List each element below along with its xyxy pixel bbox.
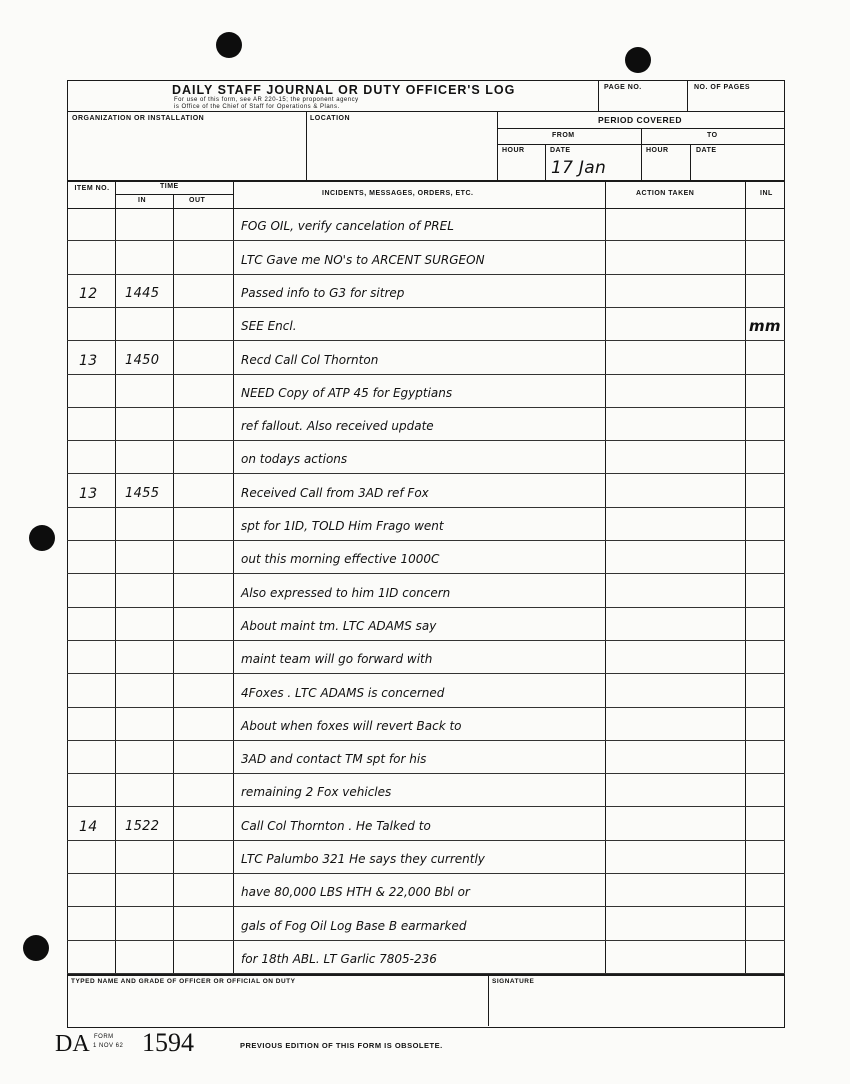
log-row — [67, 574, 785, 607]
to-date-label: DATE — [696, 147, 717, 154]
entry-text: out this morning effective 1000C — [241, 552, 440, 567]
no-of-pages-label: NO. OF PAGES — [694, 84, 751, 91]
log-row — [67, 841, 785, 874]
log-entries — [0, 208, 850, 974]
form-da-label: DA — [55, 1031, 90, 1057]
form-date: 1 NOV 62 — [93, 1043, 124, 1049]
entry-text: ref fallout. Also received update — [241, 419, 434, 434]
incidents-header: INCIDENTS, MESSAGES, ORDERS, ETC. — [322, 190, 474, 197]
log-row — [67, 474, 785, 507]
entry-text: spt for 1ID, TOLD Him Frago went — [241, 519, 444, 534]
log-row — [67, 241, 785, 274]
form-subtitle-line2: is Office of the Chief of Staff for Operations & Plans. — [174, 104, 340, 110]
form-subtitle-line1: For use of this form, see AR 220-15; the proponent agency — [174, 97, 359, 103]
form-number: 1594 — [142, 1028, 194, 1057]
log-row — [67, 907, 785, 940]
entry-text: Passed info to G3 for sitrep — [241, 285, 405, 300]
typed-name-label: TYPED NAME AND GRADE OF OFFICER OR OFFICIAL ON DUTY — [71, 978, 296, 985]
entry-text: 3AD and contact TM spt for his — [241, 752, 427, 767]
page-no-label: PAGE NO. — [604, 84, 642, 91]
log-row — [67, 641, 785, 674]
log-row — [67, 874, 785, 907]
log-row — [67, 508, 785, 541]
log-row — [67, 275, 785, 308]
log-row — [67, 375, 785, 408]
entry-text: LTC Gave me NO's to ARCENT SURGEON — [241, 252, 485, 267]
item-number: 13 — [79, 352, 98, 369]
location-label: LOCATION — [310, 115, 351, 122]
period-covered-label: PERIOD COVERED — [598, 115, 682, 125]
log-row — [67, 341, 785, 374]
log-row — [67, 541, 785, 574]
entry-text: maint team will go forward with — [241, 652, 433, 667]
entry-text: SEE Encl. — [241, 319, 297, 334]
entry-text: LTC Palumbo 321 He says they currently — [241, 852, 485, 867]
entry-text: Call Col Thornton . He Talked to — [241, 818, 431, 833]
from-date-value: 17 Jan — [551, 158, 607, 178]
organization-label: ORGANIZATION OR INSTALLATION — [72, 115, 205, 122]
entry-text: Recd Call Col Thornton — [241, 352, 379, 367]
to-label: TO — [707, 132, 718, 139]
time-out-header: OUT — [189, 197, 206, 204]
log-row — [67, 208, 785, 241]
signature-label: SIGNATURE — [492, 978, 535, 985]
item-number: 13 — [79, 485, 98, 502]
entry-text: Also expressed to him 1ID concern — [241, 585, 451, 600]
log-row — [67, 441, 785, 474]
time-header: TIME — [160, 183, 179, 190]
time-in: 1445 — [125, 285, 160, 301]
log-row — [67, 408, 785, 441]
action-taken-header: ACTION TAKEN — [636, 190, 695, 197]
previous-edition-note: PREVIOUS EDITION OF THIS FORM IS OBSOLETE. — [240, 1041, 443, 1050]
entry-text: have 80,000 LBS HTH & 22,000 Bbl or — [241, 885, 470, 900]
log-row — [67, 807, 785, 840]
entry-text: 4Foxes . LTC ADAMS is concerned — [241, 685, 445, 700]
from-label: FROM — [552, 132, 575, 139]
item-number: 14 — [79, 818, 98, 835]
item-number: 12 — [79, 285, 98, 302]
log-row — [67, 774, 785, 807]
form-title: DAILY STAFF JOURNAL OR DUTY OFFICER'S LOG — [172, 83, 516, 97]
initials-header: INL — [760, 190, 773, 197]
log-row — [67, 308, 785, 341]
entry-text: About maint tm. LTC ADAMS say — [241, 618, 437, 633]
entry-text: Received Call from 3AD ref Fox — [241, 485, 429, 500]
from-hour-label: HOUR — [502, 147, 525, 154]
entry-text: remaining 2 Fox vehicles — [241, 785, 392, 800]
entry-text: NEED Copy of ATP 45 for Egyptians — [241, 385, 453, 400]
entry-initials: mm — [749, 317, 781, 336]
item-no-header: ITEM NO. — [74, 185, 110, 192]
entry-text: FOG OIL, verify cancelation of PREL — [241, 219, 454, 234]
from-date-label: DATE — [550, 147, 571, 154]
time-in: 1522 — [125, 818, 160, 834]
entry-text: for 18th ABL. LT Garlic 7805-236 — [241, 951, 437, 966]
form-word: FORM — [94, 1034, 114, 1040]
log-row — [67, 608, 785, 641]
time-in-header: IN — [138, 197, 146, 204]
entry-text: About when foxes will revert Back to — [241, 718, 462, 733]
time-in: 1455 — [125, 485, 160, 501]
log-row — [67, 941, 785, 974]
entry-text: gals of Fog Oil Log Base B earmarked — [241, 918, 467, 933]
to-hour-label: HOUR — [646, 147, 669, 154]
log-row — [67, 674, 785, 707]
log-row — [67, 708, 785, 741]
log-row — [67, 741, 785, 774]
entry-text: on todays actions — [241, 452, 348, 467]
time-in: 1450 — [125, 352, 160, 368]
